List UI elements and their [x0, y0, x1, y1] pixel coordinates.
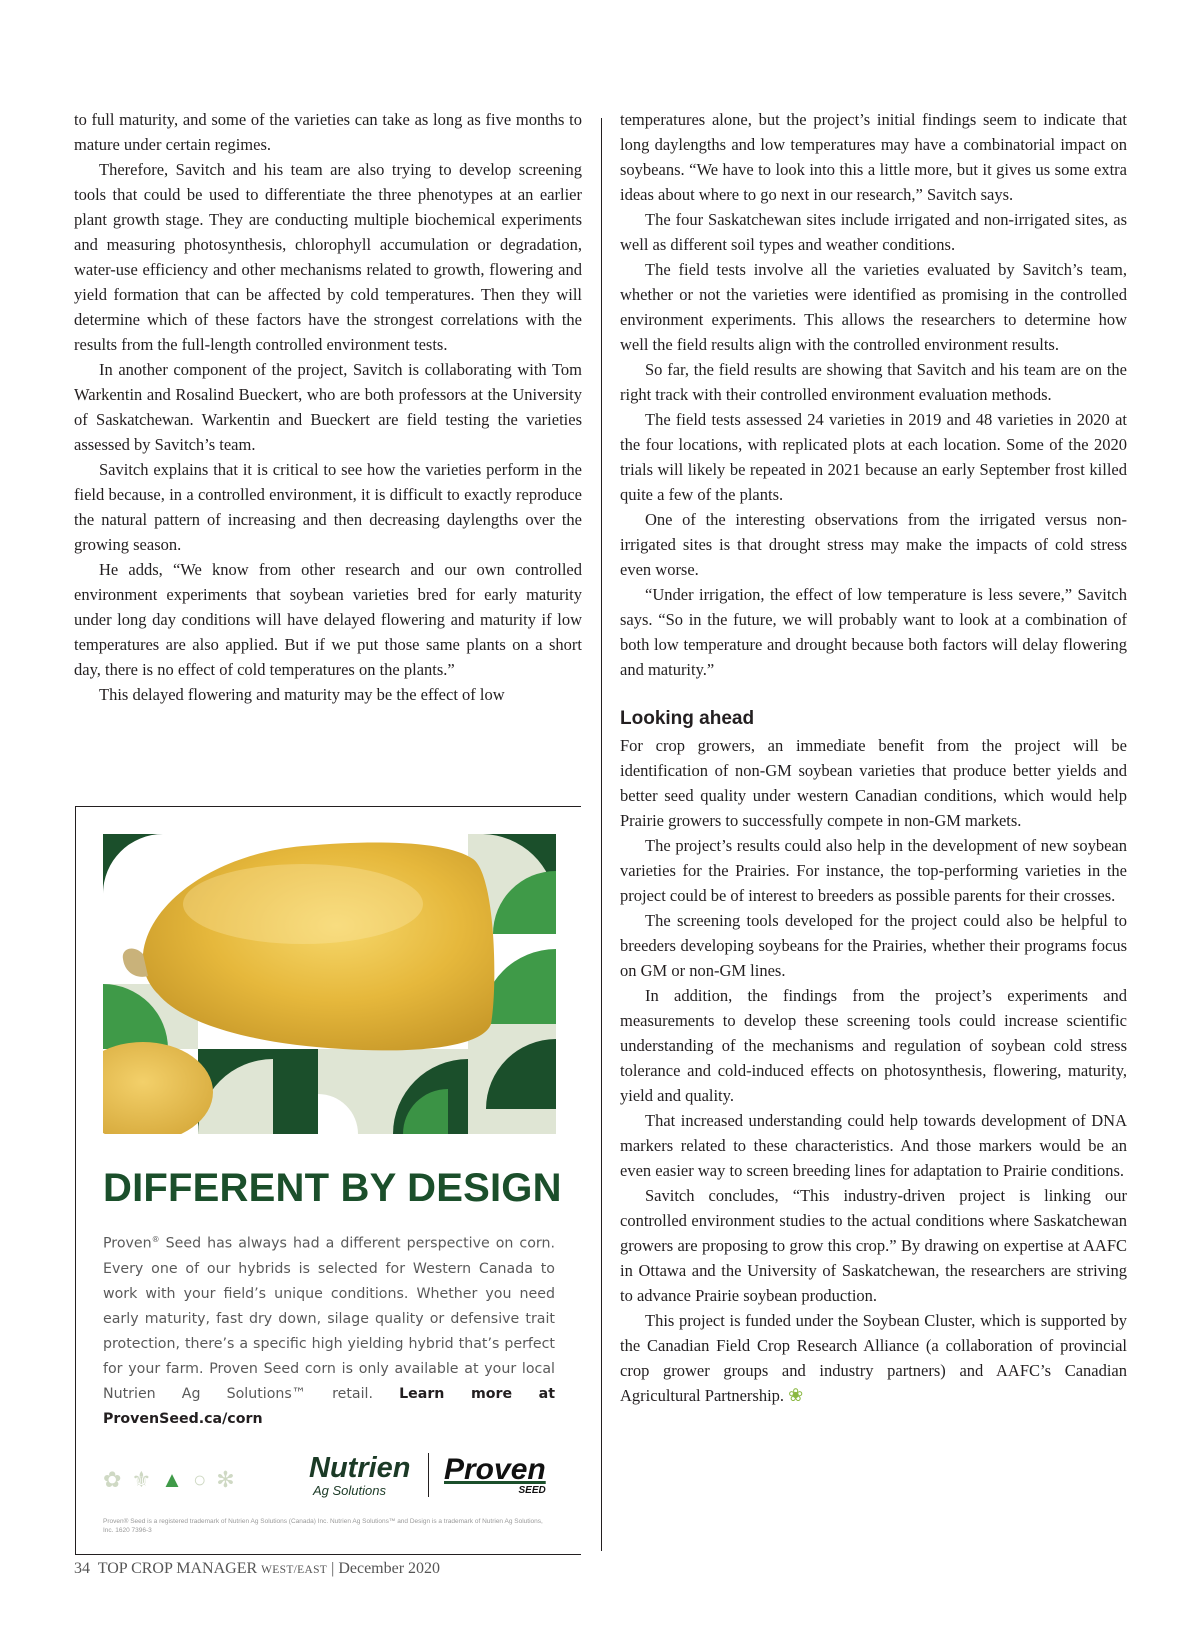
paragraph: The field tests assessed 24 varieties in 2019 and 48 varieties in 2020 at the four locations, with replicated plots at each location. Some of the 2020 trials will likely be repeated in 2021 because an early September frost killed quite a few of the plants.	[620, 410, 1127, 504]
paragraph: That increased understanding could help towards development of DNA markers related to these characteristics. And those markers would be an even easier way to screen breeding lines for adaptation to Prairie conditions.	[620, 1111, 1127, 1180]
paragraph: The project’s results could also help in the development of new soybean varieties for the Prairies. For instance, the top-performing varieties in the project could be of interest to breeders as possible parents for their crosses.	[620, 836, 1127, 905]
proven-seed-logo	[444, 1455, 546, 1496]
ad-body-brand: Proven	[103, 1235, 152, 1252]
logo-divider	[428, 1453, 429, 1497]
paragraph: For crop growers, an immediate benefit from the project will be identification of non-GM soybean varieties that produce better yields and better seed quality under western Canadian conditions, which would help Prairie growers to successfully compete in non-GM markets.	[620, 736, 1127, 830]
canola-flower-icon: ✿	[103, 1467, 122, 1492]
left-text-column	[74, 107, 582, 707]
corn-icon: ▲	[161, 1467, 183, 1492]
paragraph: Savitch concludes, “This industry-driven project is linking our controlled environment studies to the actual conditions where Saskatchewan growers are proposing to grow this crop.” By drawing on expertise at AAFC in Ottawa and the University of Saskatchewan, the researchers are striving to advance Prairie soybean production.	[620, 1186, 1127, 1305]
ad-disclaimer: Proven® Seed is a registered trademark of Nutrien Ag Solutions (Canada) Inc. Nutrien Ag Solutions™ and Design is a trademark of Nutrien Ag Solutions, Inc. 1620 7396-3	[103, 1518, 543, 1534]
paragraph: temperatures alone, but the project’s initial findings seem to indicate that long daylengths and low temperatures may have a combinatorial impact on soybeans. “We have to look into this a little more, but it gives us some extra ideas about where to go next in our research,” Savitch says.	[620, 110, 1127, 204]
proven-logo-text: Proven	[444, 1453, 546, 1486]
edition-label: WEST/EAST	[261, 1564, 328, 1576]
leaf-end-mark-icon: ❀	[788, 1385, 804, 1405]
right-text-column	[620, 107, 1127, 1408]
wheat-icon: ⚜	[131, 1467, 152, 1492]
paragraph: to full maturity, and some of the varieties can take as long as five months to mature under certain regimes.	[74, 110, 582, 154]
page-number: 34	[74, 1560, 90, 1577]
magazine-name: TOP CROP MANAGER	[97, 1560, 258, 1577]
paragraph: One of the interesting observations from the irrigated versus non-irrigated sites is that drought stress may make the impacts of cold stress even worse.	[620, 510, 1127, 579]
paragraph: Savitch explains that it is critical to see how the varieties perform in the field because, in a controlled environment, it is difficult to exactly reproduce the natural pattern of increasing and then decreasing daylengths over the growing season.	[74, 460, 582, 554]
nutrien-logo	[309, 1453, 411, 1498]
nutrien-logo-text: Nutrien	[309, 1452, 411, 1484]
footer-separator: |	[331, 1560, 335, 1577]
paragraph: The field tests involve all the varieties evaluated by Savitch’s team, whether or not the varieties were identified as promising in the controlled environment experiments. This allows the researchers to determine how well the field results align with the controlled environment results.	[620, 260, 1127, 354]
paragraph: “Under irrigation, the effect of low temperature is less severe,” Savitch says. “So in the future, we will probably want to look at a combination of both low temperature and drought because both factors will delay flowering and maturity.”	[620, 585, 1127, 679]
paragraph: In addition, the findings from the project’s experiments and measurements to develop these screening tools could increase scientific understanding of the mechanisms and regulation of soybean cold stress tolerance and cold-induced effects on photosynthesis, flowering, maturity, yield and quality.	[620, 986, 1127, 1105]
ad-headline: DIFFERENT BY DESIGN	[103, 1166, 562, 1210]
ad-body-copy	[103, 1227, 555, 1432]
corn-kernel-graphic	[103, 834, 556, 1134]
paragraph: The screening tools developed for the project could also be helpful to breeders developing soybeans for the Prairies, whether their programs focus on GM or non-GM lines.	[620, 911, 1127, 980]
crop-icons-row	[103, 1462, 235, 1498]
nutrien-logo-subtext: Ag Solutions	[313, 1483, 386, 1498]
proven-seed-advertisement	[75, 806, 581, 1555]
ad-body-text: Seed has always had a different perspective on corn. Every one of our hybrids is selected for Western Canada to work with your field’s unique conditions. Whether you need early maturity, fast dry down, silage quality or defensive trait protection, there’s a specific high yielding hybrid that’s perfect for your farm. Proven Seed corn is only available at your local Nutrien Ag Solutions™ retail.	[103, 1235, 555, 1402]
issue-date: December 2020	[338, 1560, 441, 1577]
column-divider	[601, 118, 602, 1551]
paragraph: So far, the field results are showing that Savitch and his team are on the right track with their controlled environment evaluation methods.	[620, 360, 1127, 404]
grass-icon: ✻	[216, 1467, 235, 1492]
paragraph-final	[620, 1308, 1127, 1408]
page-footer	[74, 1560, 440, 1578]
ad-cta-link[interactable]: Learn more at ProvenSeed.ca/corn	[103, 1385, 555, 1427]
paragraph: He adds, “We know from other research and our own controlled environment experiments that soybean varieties bred for early maturity under long day conditions will have delayed flowering and maturity if low temperatures are also applied. But if we put those same plants on a short day, there is no effect of cold temperatures on the plants.”	[74, 560, 582, 679]
paragraph: This delayed flowering and maturity may be the effect of low	[99, 685, 505, 704]
paragraph: The four Saskatchewan sites include irrigated and non-irrigated sites, as well as different soil types and weather conditions.	[620, 210, 1127, 254]
soybean-icon: ○	[192, 1467, 207, 1492]
final-paragraph-text: This project is funded under the Soybean Cluster, which is supported by the Canadian Field Crop Research Alliance (a collaboration of provincial crop grower groups and industry partners) and AAFC’s Canadian Agricultural Partnership.	[620, 1311, 1127, 1405]
section-subheading: Looking ahead	[620, 708, 755, 729]
paragraph: In another component of the project, Savitch is collaborating with Tom Warkentin and Rosalind Bueckert, who are both professors at the University of Saskatchewan. Warkentin and Bueckert are field testing the varieties assessed by Savitch’s team.	[74, 360, 582, 454]
registered-mark: ®	[151, 1235, 160, 1244]
paragraph: Therefore, Savitch and his team are also trying to develop screening tools that could be used to differentiate the three phenotypes at an earlier plant growth stage. They are conducting multiple biochemical experiments and measuring photosynthesis, chlorophyll accumulation or degradation, water-use efficiency and other mechanisms related to growth, flowering and yield formation that can be affected by cold temperatures. Then they will determine which of these factors have the strongest correlations with the results from the full-length controlled environment tests.	[74, 160, 582, 354]
proven-logo-subtext: SEED	[518, 1485, 546, 1496]
corn-kernel-illustration	[103, 834, 556, 1134]
